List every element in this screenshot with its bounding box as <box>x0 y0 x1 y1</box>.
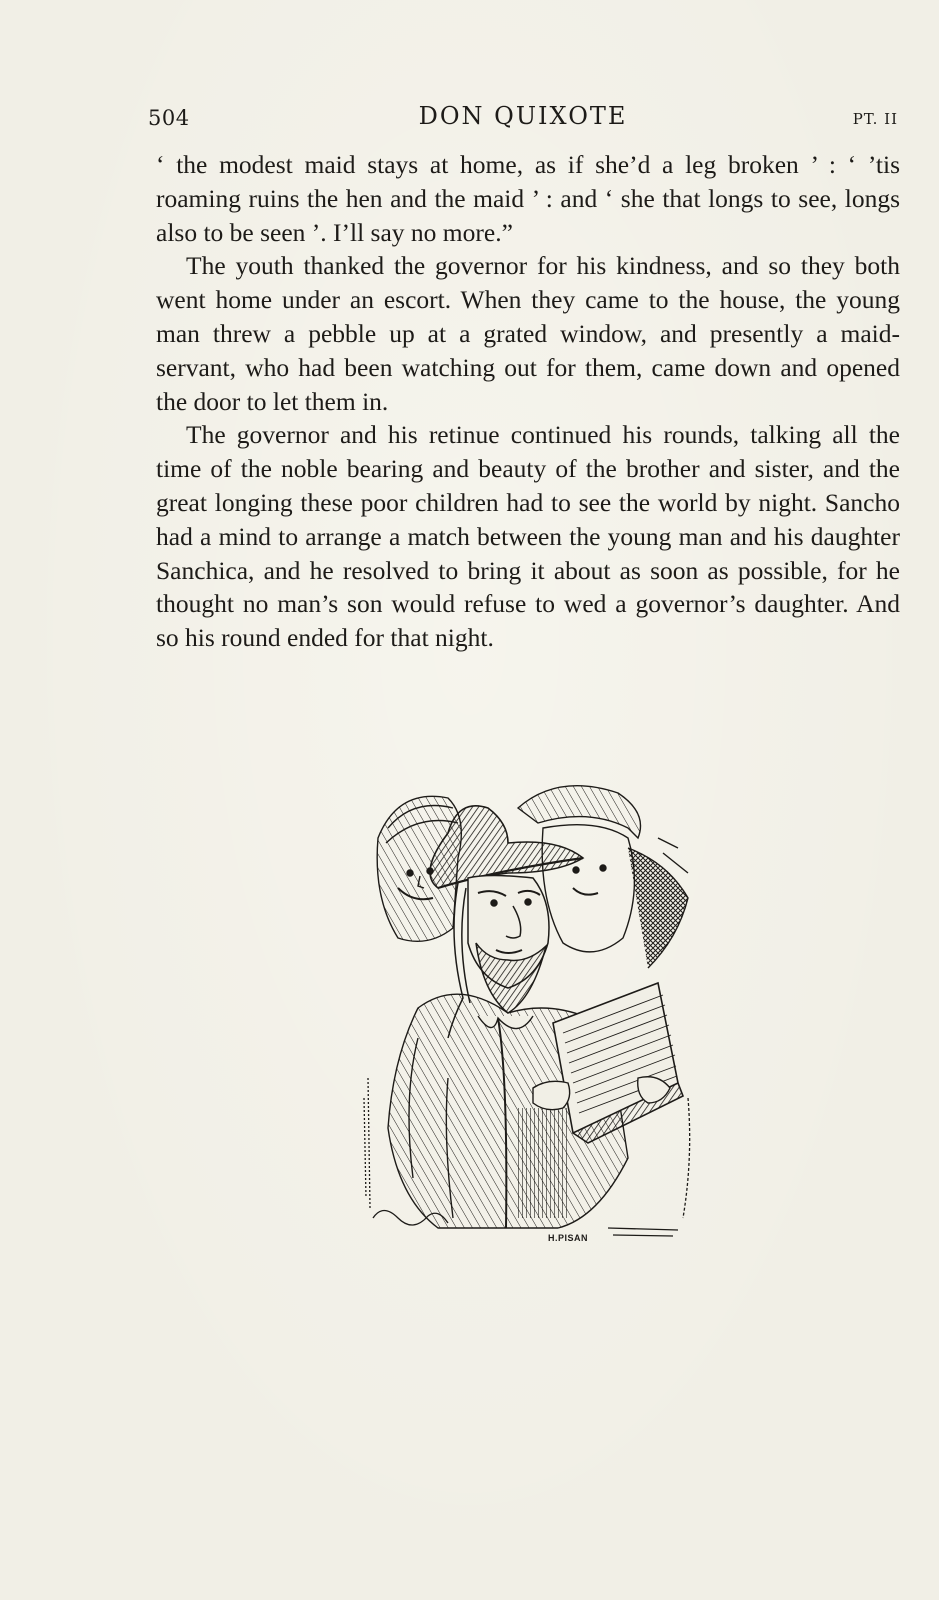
paragraph: The governor and his retinue continued his rounds, talking all the time of the noble bearing and beauty of the brother and sister, and the great longing these poor children had to see the world by night. Sancho had a mind to arrange a match between the young man and his daughter Sanchica, and he resolved to bring it about as soon as possible, for he thought no man’s son would refuse to wed a governor’s daughter. And so his round ended for that night. <box>156 420 900 653</box>
artist-signature: H.PISAN <box>548 1233 589 1243</box>
running-title: DON QUIXOTE <box>418 102 628 130</box>
part-label: PT. II <box>852 110 898 128</box>
body-text <box>156 148 900 655</box>
paragraph: The youth thanked the governor for his kindness, and so they both went home under an escort. When they came to the house, the young man threw a pebble up at a grated window, and presently a maid-servant, who had been watching out for them, came down and opened the door to let them in. <box>156 251 900 416</box>
engraving-illustration <box>358 778 708 1256</box>
running-header <box>148 102 898 136</box>
paragraph-continued: ‘ the modest maid stays at home, as if she’d a leg broken ’ : ‘ ’tis roaming ruins the hen and the maid ’ : and ‘ she that longs to see, longs also to be seen ’. I’ll say no more.” <box>156 150 900 247</box>
engraving-figures <box>358 778 708 1256</box>
page-number: 504 <box>148 106 190 130</box>
